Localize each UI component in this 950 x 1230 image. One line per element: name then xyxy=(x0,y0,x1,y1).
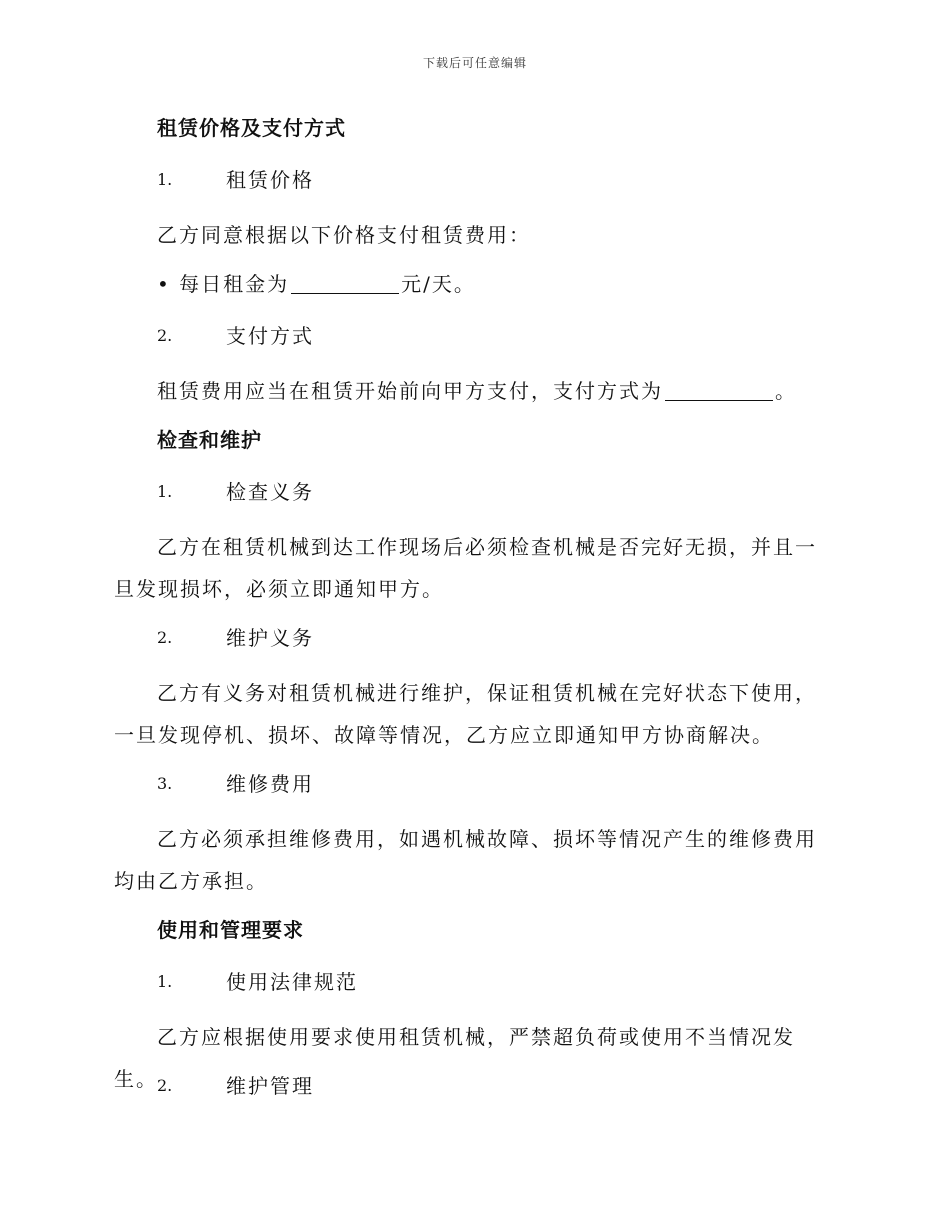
section-heading-usage: 使用和管理要求 xyxy=(157,918,304,942)
item-label: 维护义务 xyxy=(226,626,314,650)
item-number: 1. xyxy=(157,972,173,991)
item-number: 1. xyxy=(157,482,173,501)
bullet-daily-rent-suffix: 元/天。 xyxy=(401,272,476,296)
item-number: 3. xyxy=(157,774,173,793)
payment-method-suffix: 。 xyxy=(775,379,797,403)
numbered-item-usage-rules xyxy=(114,964,834,1016)
numbered-item-inspection-duty xyxy=(114,474,834,526)
item-number: 2. xyxy=(157,1076,173,1095)
paragraph-price-agreement: 乙方同意根据以下价格支付租赁费用： xyxy=(157,223,531,247)
blank-daily-rent-field[interactable] xyxy=(291,271,399,294)
numbered-item-repair-cost xyxy=(114,766,834,818)
numbered-item-maintenance-duty xyxy=(114,620,834,672)
item-number: 2. xyxy=(157,628,173,647)
bullet-daily-rent xyxy=(157,266,834,318)
paragraph-maintenance-duty: 乙方有义务对租赁机械进行维护，保证租赁机械在完好状态下使用，一旦发现停机、损坏、故障等情况，乙方应立即通知甲方协商解决。 xyxy=(114,681,817,747)
document-body xyxy=(114,110,834,1120)
item-label: 使用法律规范 xyxy=(226,970,358,994)
paragraph-usage-rules: 乙方应根据使用要求使用租赁机械，严禁超负荷或使用不当情况发生。 xyxy=(114,1025,795,1091)
header-note: 下载后可任意编辑 xyxy=(422,56,527,70)
section-heading-price: 租赁价格及支付方式 xyxy=(157,116,346,140)
item-label: 支付方式 xyxy=(226,324,314,348)
item-label: 检查义务 xyxy=(226,480,314,504)
numbered-item-rental-price xyxy=(114,162,834,214)
paragraph-payment-method xyxy=(114,370,834,412)
paragraph-inspection-duty: 乙方在租赁机械到达工作现场后必须检查机械是否完好无损，并且一旦发现损坏，必须立即通知甲方。 xyxy=(114,535,817,601)
item-label: 维护管理 xyxy=(226,1074,314,1098)
item-number: 1. xyxy=(157,170,173,189)
item-label: 租赁价格 xyxy=(226,168,314,192)
payment-method-text: 租赁费用应当在租赁开始前向甲方支付，支付方式为 xyxy=(157,379,663,403)
paragraph-repair-cost: 乙方必须承担维修费用，如遇机械故障、损坏等情况产生的维修费用均由乙方承担。 xyxy=(114,827,817,893)
bullet-daily-rent-prefix: • 每日租金为 xyxy=(157,272,290,296)
section-heading-inspection: 检查和维护 xyxy=(157,428,262,452)
numbered-item-payment-method xyxy=(114,318,834,370)
blank-payment-method-field[interactable] xyxy=(665,378,773,401)
item-number: 2. xyxy=(157,326,173,345)
numbered-item-maintenance-management xyxy=(114,1068,834,1120)
item-label: 维修费用 xyxy=(226,772,314,796)
